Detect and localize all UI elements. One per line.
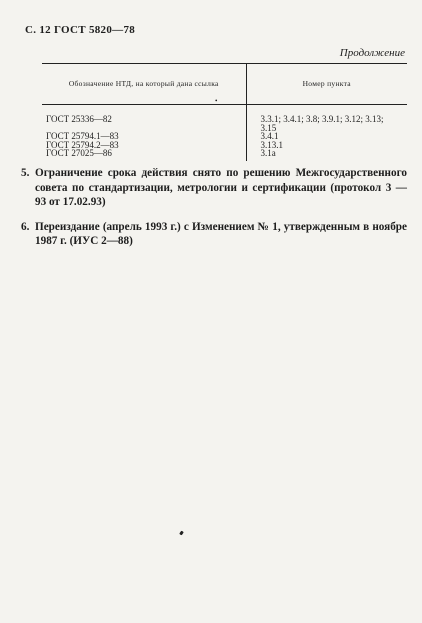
table-mark: • xyxy=(215,97,218,105)
note-text: Переиздание (апрель 1993 г.) с Изменением № 1, утвержденным в ноябре 1987 г. (ИУС 2—88) xyxy=(35,220,407,247)
column-header-document: Обозначение НТД, на который дана ссылка xyxy=(42,64,246,105)
clause-cell: 3.4.1 xyxy=(260,131,279,141)
document-cell: ГОСТ 25794.2—83 xyxy=(42,141,246,150)
page-header: С. 12 ГОСТ 5820—78 xyxy=(25,24,136,36)
note-item xyxy=(21,166,407,210)
clause-cell: 3.13.1 xyxy=(260,139,283,150)
table-row xyxy=(42,105,407,133)
note-number: 5. xyxy=(21,167,30,179)
document-cell: ГОСТ 27025—86 xyxy=(42,149,246,161)
column-header-clause: Номер пункта xyxy=(246,64,407,105)
clause-cell: 3.3.1; 3.4.1; 3.8; 3.9.1; 3.12; 3.13; 3.15 xyxy=(260,114,384,133)
document-cell: ГОСТ 25336—82 xyxy=(42,105,246,133)
note-text: Ограничение срока действия снято по решению Межгосударственного совета по стандартизации, метрологии и сертификации (протокол 3 — 93 от 17.02.93) xyxy=(35,167,407,208)
table-row xyxy=(42,149,407,161)
reference-table xyxy=(42,63,407,161)
note-item xyxy=(21,220,407,249)
note-number: 6. xyxy=(21,220,30,233)
clause-cell: 3.1а xyxy=(260,148,276,158)
table-header-row xyxy=(42,64,407,105)
notes-section xyxy=(21,166,407,259)
continuation-label: Продолжение xyxy=(339,47,405,59)
document-cell: ГОСТ 25794.1—83 xyxy=(42,132,246,141)
ink-speck xyxy=(179,531,184,536)
